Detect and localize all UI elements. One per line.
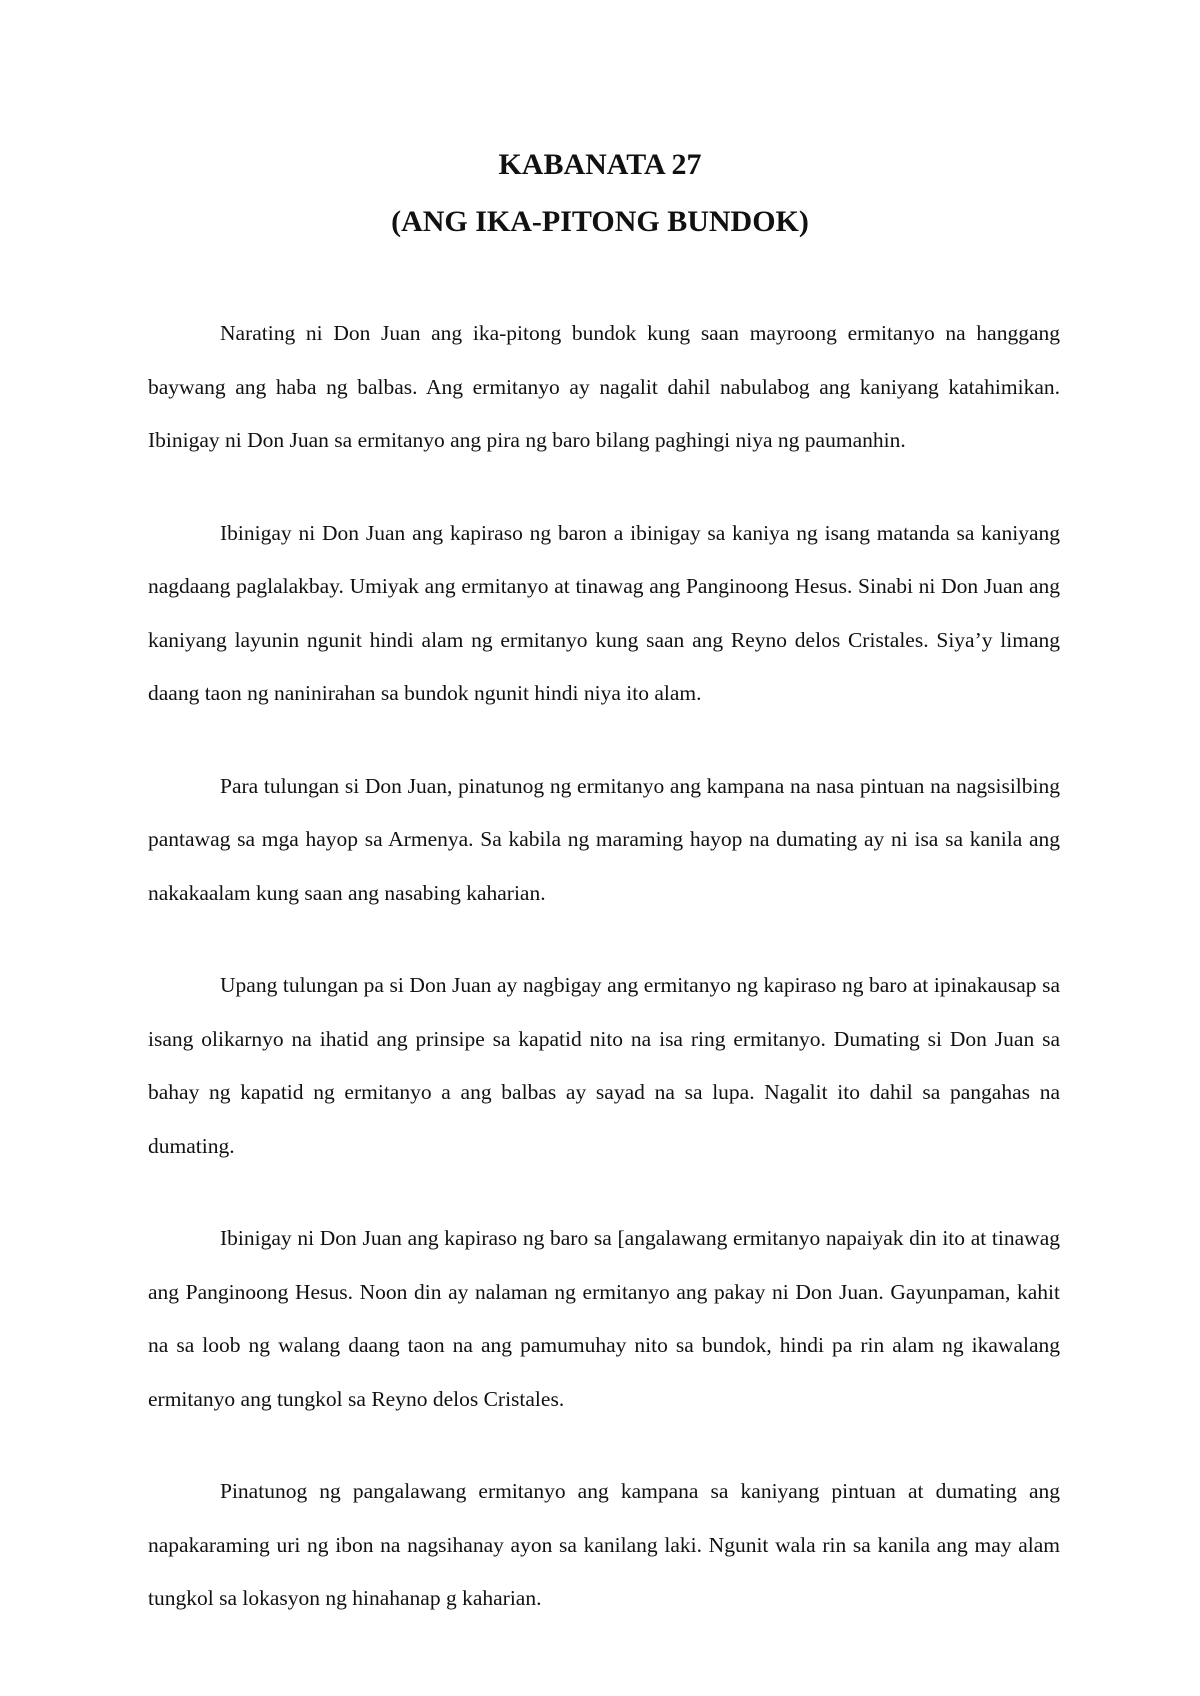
chapter-subtitle: (ANG IKA-PITONG BUNDOK) xyxy=(391,205,809,238)
paragraph-6: Pinatunog ng pangalawang ermitanyo ang kampana sa kaniyang pintuan at dumating ang napakaraming uri ng ibon na nagsihanay ayon sa kanilang laki. Ngunit wala rin sa kanila ang may alam tungkol sa lokasyon ng hinahanap g kaharian. xyxy=(148,1479,1060,1610)
paragraph-5: Ibinigay ni Don Juan ang kapiraso ng baro sa [angalawang ermitanyo napaiyak din ito at tinawag ang Panginoong Hesus. Noon din ay nalaman ng ermitanyo ang pakay ni Don Juan. Gayunpaman, kahit na sa loob ng walang daang taon na ang pamumuhay nito sa bundok, hindi pa rin alam ng ikawalang ermitanyo ang tungkol sa Reyno delos Cristales. xyxy=(148,1226,1060,1411)
paragraph-2: Ibinigay ni Don Juan ang kapiraso ng baron a ibinigay sa kaniya ng isang matanda sa kaniyang nagdaang paglalakbay. Umiyak ang ermitanyo at tinawag ang Panginoong Hesus. Sinabi ni Don Juan ang kaniyang layunin ngunit hindi alam ng ermitanyo kung saan ang Reyno delos Cristales. Siya’y limang daang taon ng naninirahan sa bundok ngunit hindi niya ito alam. xyxy=(148,520,1060,705)
paragraph-1: Narating ni Don Juan ang ika-pitong bundok kung saan mayroong ermitanyo na hanggang baywang ang haba ng balbas. Ang ermitanyo ay nagalit dahil nabulabog ang kaniyang katahimikan. Ibinigay ni Don Juan sa ermitanyo ang pira ng baro bilang paghingi niya ng paumanhin. xyxy=(148,321,1060,452)
chapter-title: KABANATA 27 xyxy=(498,148,702,181)
paragraph-3: Para tulungan si Don Juan, pinatunog ng ermitanyo ang kampana na nasa pintuan na nagsisilbing pantawag sa mga hayop sa Armenya. Sa kabila ng maraming hayop na dumating ay ni isa sa kanila ang nakakaalam kung saan ang nasabing kaharian. xyxy=(148,773,1060,905)
chapter-body xyxy=(148,307,1060,1665)
paragraph-4: Upang tulungan pa si Don Juan ay nagbigay ang ermitanyo ng kapiraso ng baro at ipinakausap sa isang olikarnyo na ihatid ang prinsipe sa kapatid nito na isa ring ermitanyo. Dumating si Don Juan sa bahay ng kapatid ng ermitanyo a ang balbas ay sayad na sa lupa. Nagalit ito dahil sa pangahas na dumating. xyxy=(148,973,1060,1158)
